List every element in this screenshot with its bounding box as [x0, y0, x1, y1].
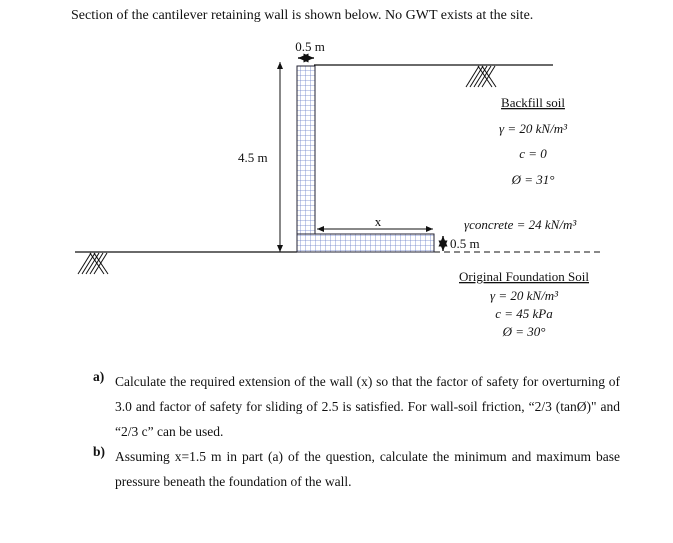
- concrete-unit-weight: γconcrete = 24 kN/m³: [464, 217, 577, 232]
- wall-stem: [297, 66, 315, 234]
- question-a-text: Calculate the required extension of the wall (x) so that the factor of safety for overturning of 3.0 and factor of safety for sliding of 2.5 is satisfied. For wall-soil friction, “2/3 (tanØ)" and “2/3 c” can be used.: [115, 374, 620, 439]
- ground-soil-symbol: [78, 253, 108, 274]
- backfill-cohesion: c = 0: [519, 146, 547, 161]
- question-a: [93, 369, 620, 444]
- backfill-title: Backfill soil: [501, 95, 565, 110]
- foundation-title: Original Foundation Soil: [459, 269, 589, 284]
- foundation-cohesion: c = 45 kPa: [495, 306, 553, 321]
- foundation-phi: Ø = 30°: [502, 324, 546, 339]
- question-a-label: a): [93, 369, 105, 384]
- backfill-soil-symbol: [466, 66, 496, 87]
- questions-list: [93, 369, 620, 494]
- wall-height-label: 4.5 m: [238, 150, 268, 165]
- backfill-phi: Ø = 31°: [511, 172, 555, 187]
- foundation-gamma: γ = 20 kN/m³: [490, 288, 558, 303]
- question-b-label: b): [93, 444, 106, 459]
- question-b: [93, 444, 620, 494]
- stem-width-label: 0.5 m: [295, 39, 325, 54]
- intro-text: Section of the cantilever retaining wall is shown below. No GWT exists at the site.: [71, 8, 534, 23]
- question-b-text: Assuming x=1.5 m in part (a) of the question, calculate the minimum and maximum base pressure beneath the foundation of the wall.: [115, 449, 620, 489]
- wall-base: [297, 234, 434, 252]
- extension-label: x: [374, 214, 382, 229]
- backfill-gamma: γ = 20 kN/m³: [499, 121, 567, 136]
- base-thickness-label: 0.5 m: [450, 236, 480, 251]
